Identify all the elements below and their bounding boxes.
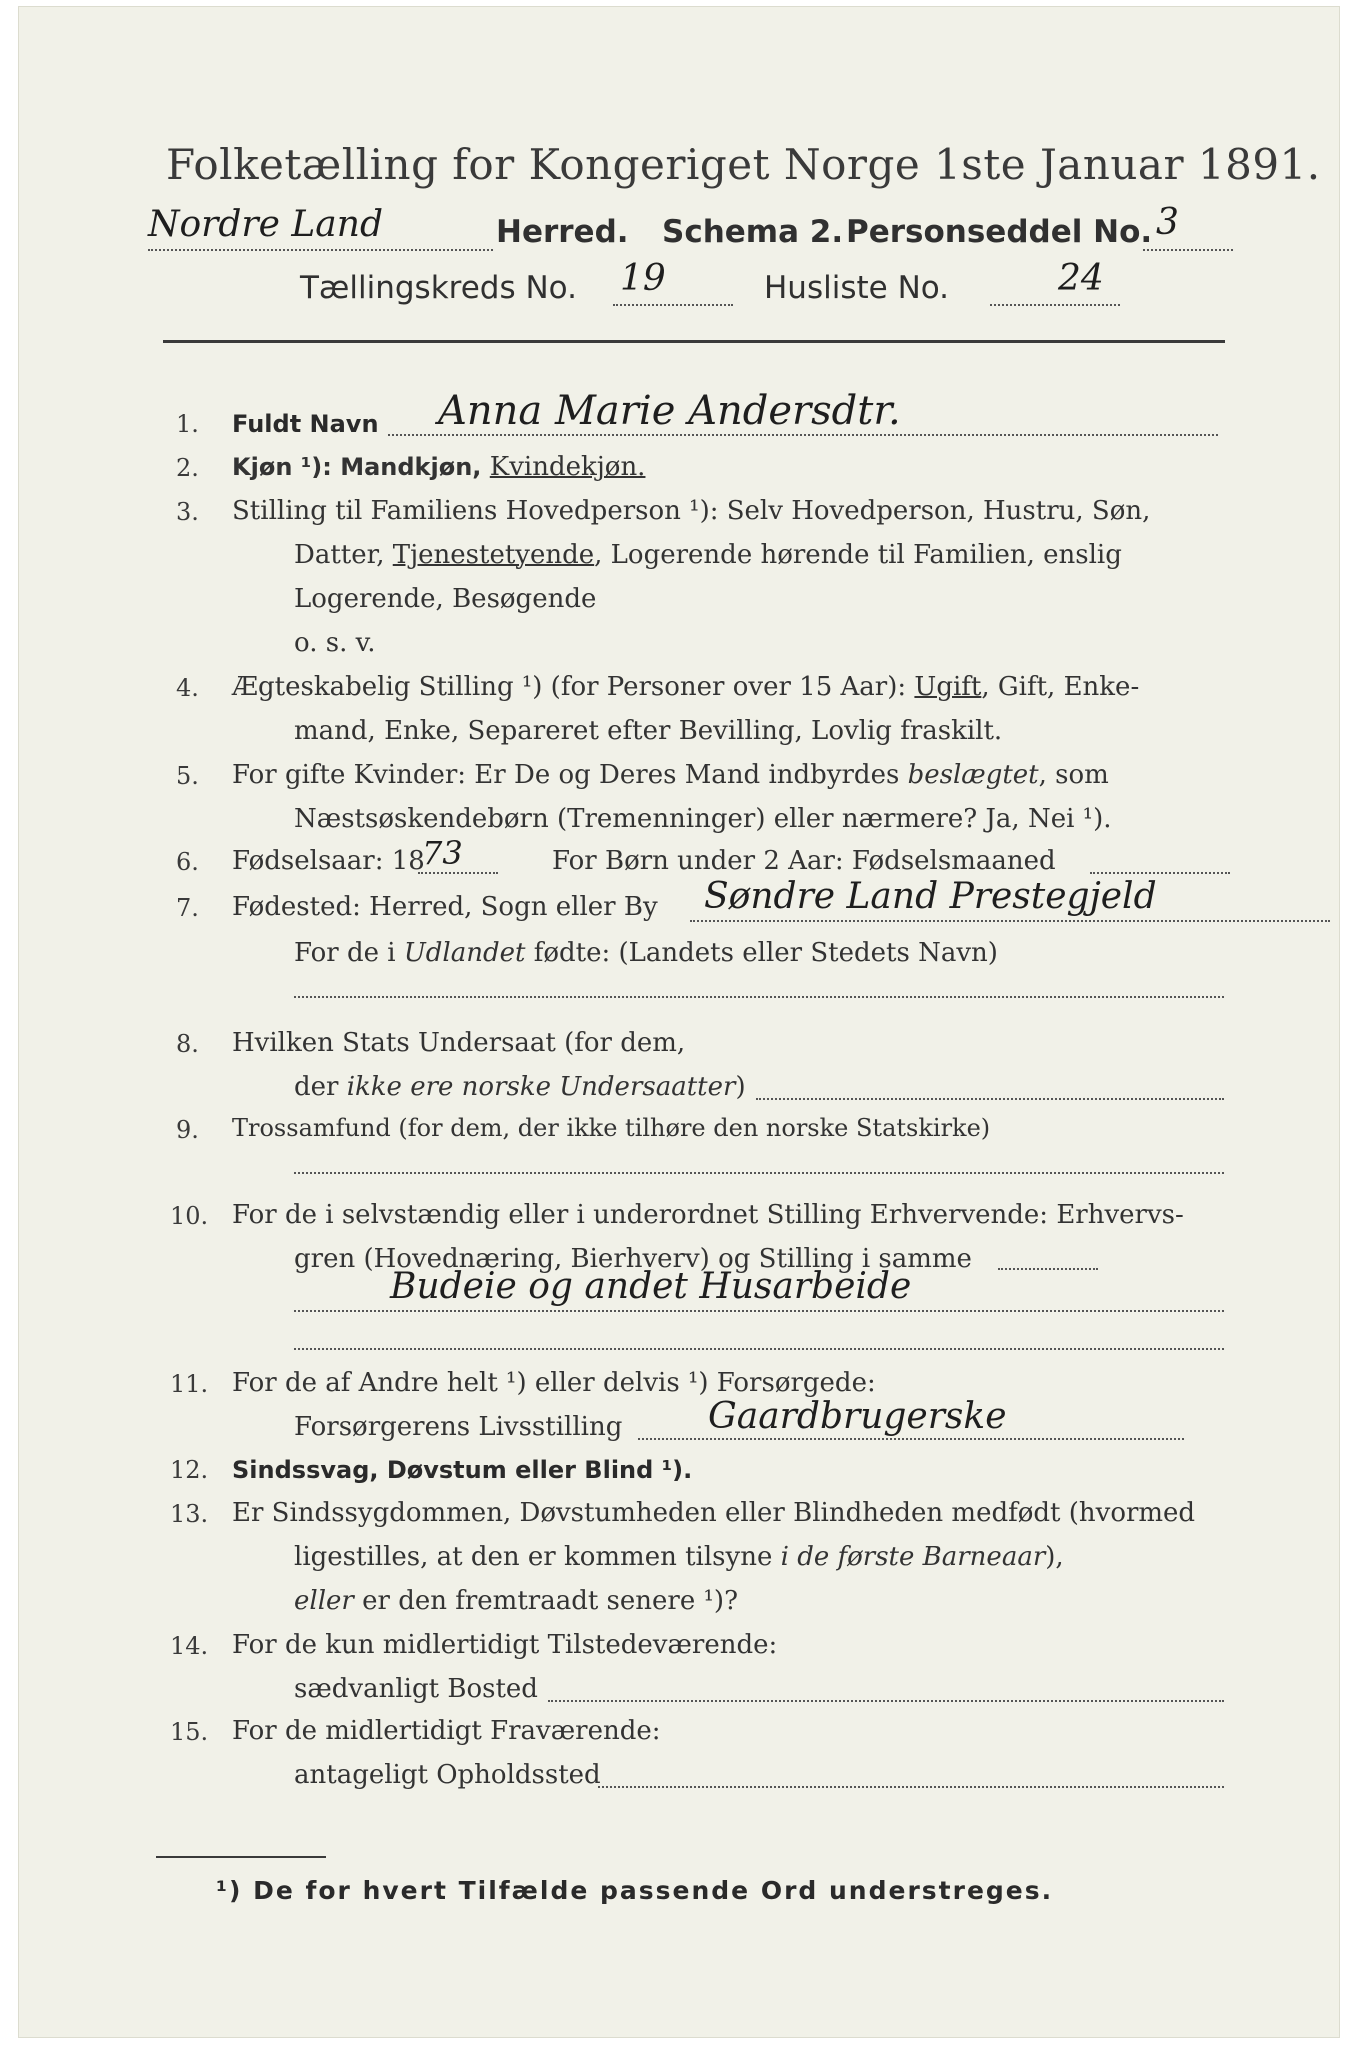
q8-line2 [294,1072,746,1102]
q13-line3-b: er den fremtraadt senere ¹)? [353,1586,739,1616]
q3-line2-c: , Logerende hørende til Familien, enslig [594,540,1122,570]
q3-line2 [294,540,1122,570]
q5-line1-c: , som [1038,760,1109,790]
q2-number: 2. [176,454,199,482]
herred-label: Herred. [496,214,629,250]
q7-line2-b: Udlandet [403,938,526,968]
q14-dotted-line [548,1700,1224,1702]
q10-dotted-line-2 [294,1310,1224,1312]
q14-label: sædvanligt Bosted [294,1674,538,1704]
q6-value: 73 [422,834,463,872]
footnote: ¹) De for hvert Tilfælde passende Ord understreges. [216,1876,1054,1905]
personseddel-value: 3 [1156,202,1179,243]
q7-value: Søndre Land Prestegjeld [704,876,1157,917]
q11-label: Forsørgerens Livsstilling [294,1412,623,1442]
q15-dotted-line [598,1786,1224,1788]
q7-number: 7. [176,894,199,922]
q14-line1: For de kun midlertidigt Tilstedeværende: [232,1630,778,1660]
q10-value: Budeie og andet Husarbeide [390,1266,912,1307]
q3-line2-a: Datter, [294,540,393,570]
q7-line2 [294,938,998,968]
q10-line2: gren (Hovednæring, Bierhverv) og Stilling i samme [294,1244,972,1274]
q13-line2-c: ), [1045,1542,1064,1572]
q6-month-dotted-line [1090,872,1230,874]
q10-number: 10. [170,1202,209,1230]
q8-line2-a: der [294,1072,347,1102]
q6-number: 6. [176,848,199,876]
q4-line1-a: Ægteskabelig Stilling ¹) (for Personer over 15 Aar): [232,672,915,702]
q2-text [232,452,645,482]
q8-number: 8. [176,1030,199,1058]
q13-line2-b: i de første Barneaar [780,1542,1046,1572]
q6-year-dotted-line [418,872,498,874]
personseddel-label: Personseddel No. [846,214,1153,250]
q4-line1-c: , Gift, Enke- [981,672,1140,702]
q3-option: Tjenestetyende [392,540,595,570]
q3-number: 3. [176,498,199,526]
q1-dotted-line [388,434,1218,436]
q5-line2: Næstsøskendebørn (Tremenninger) eller nærmere? Ja, Nei ¹). [294,804,1112,834]
q13-number: 13. [170,1500,209,1528]
q13-line2-a: ligestilles, at den er kommen tilsyne [294,1542,781,1572]
q1-value: Anna Marie Andersdtr. [438,388,901,434]
q1-label: Fuldt Navn [232,410,379,438]
q11-number: 11. [170,1370,209,1398]
q6-label: Fødselsaar: 18 [232,846,425,876]
q15-number: 15. [170,1718,209,1746]
q4-line2: mand, Enke, Separeret efter Bevilling, Lovlig fraskilt. [294,716,1003,746]
q2-option: Kvindekjøn. [489,452,646,482]
husliste-label: Husliste No. [764,270,950,306]
herred-dotted-line [148,249,493,251]
q7-line2-a: For de i [294,938,404,968]
header-rule [163,340,1225,343]
q12-number: 12. [170,1456,209,1484]
q5-line1-a: For gifte Kvinder: Er De og Deres Mand indbyrdes [232,760,908,790]
q4-line1 [232,672,1139,702]
kreds-dotted-line [613,304,733,306]
q11-dotted-line [638,1438,1184,1440]
q6-rest: For Børn under 2 Aar: Fødselsmaaned [552,846,1056,876]
q11-line1: For de af Andre helt ¹) eller delvis ¹) Forsørgede: [232,1368,876,1398]
q4-option: Ugift [914,672,982,702]
q12-line1: Sindssvag, Døvstum eller Blind ¹). [232,1456,693,1484]
q13-line2 [294,1542,1064,1572]
q3-line4: o. s. v. [294,628,376,658]
kreds-label: Tællingskreds No. [300,270,577,306]
q7-label: Fødested: Herred, Sogn eller By [232,892,658,922]
q15-line1: For de midlertidigt Fraværende: [232,1716,661,1746]
husliste-dotted-line [990,304,1120,306]
kreds-value: 19 [620,258,666,299]
q13-line3-a: eller [294,1586,354,1616]
q8-line2-c: ) [735,1072,746,1102]
q5-line1 [232,760,1109,790]
q5-line1-b: beslægtet [907,760,1039,790]
q15-label: antageligt Opholdssted [294,1760,601,1790]
census-form-page [18,6,1340,2038]
q10-dotted-line-1 [998,1268,1098,1270]
q4-number: 4. [176,674,199,702]
q5-number: 5. [176,762,199,790]
herred-value: Nordre Land [148,204,383,245]
footnote-rule [156,1856,326,1858]
form-title: Folketælling for Kongeriget Norge 1ste Januar 1891. [166,140,1321,189]
husliste-value: 24 [1058,258,1104,299]
q1-number: 1. [176,410,199,438]
q7-dotted-line [690,920,1330,922]
q9-line1: Trossamfund (for dem, der ikke tilhøre den norske Statskirke) [232,1114,991,1142]
q7-abroad-dotted-line [294,996,1224,998]
q13-line1: Er Sindssygdommen, Døvstumheden eller Blindheden medfødt (hvormed [232,1498,1196,1528]
personseddel-dotted-line [1143,249,1233,251]
q3-line3: Logerende, Besøgende [294,584,597,614]
q10-dotted-line-3 [294,1348,1224,1350]
q3-line1: Stilling til Familiens Hovedperson ¹): Selv Hovedperson, Hustru, Søn, [232,496,1151,526]
q8-dotted-line [756,1098,1224,1100]
q8-line1: Hvilken Stats Undersaat (for dem, [232,1028,686,1058]
schema-label: Schema 2. [662,214,844,250]
q7-line2-c: fødte: (Landets eller Stedets Navn) [525,938,998,968]
q10-line1: For de i selvstændig eller i underordnet Stilling Erhvervende: Erhvervs- [232,1200,1184,1230]
q9-number: 9. [176,1116,199,1144]
q11-value: Gaardbrugerske [708,1396,1007,1437]
q2-label: Kjøn ¹): Mandkjøn, [232,453,490,481]
q8-line2-b: ikke ere norske Undersaatter [346,1072,736,1102]
q14-number: 14. [170,1632,209,1660]
q13-line3 [294,1586,738,1616]
q9-dotted-line [294,1172,1224,1174]
